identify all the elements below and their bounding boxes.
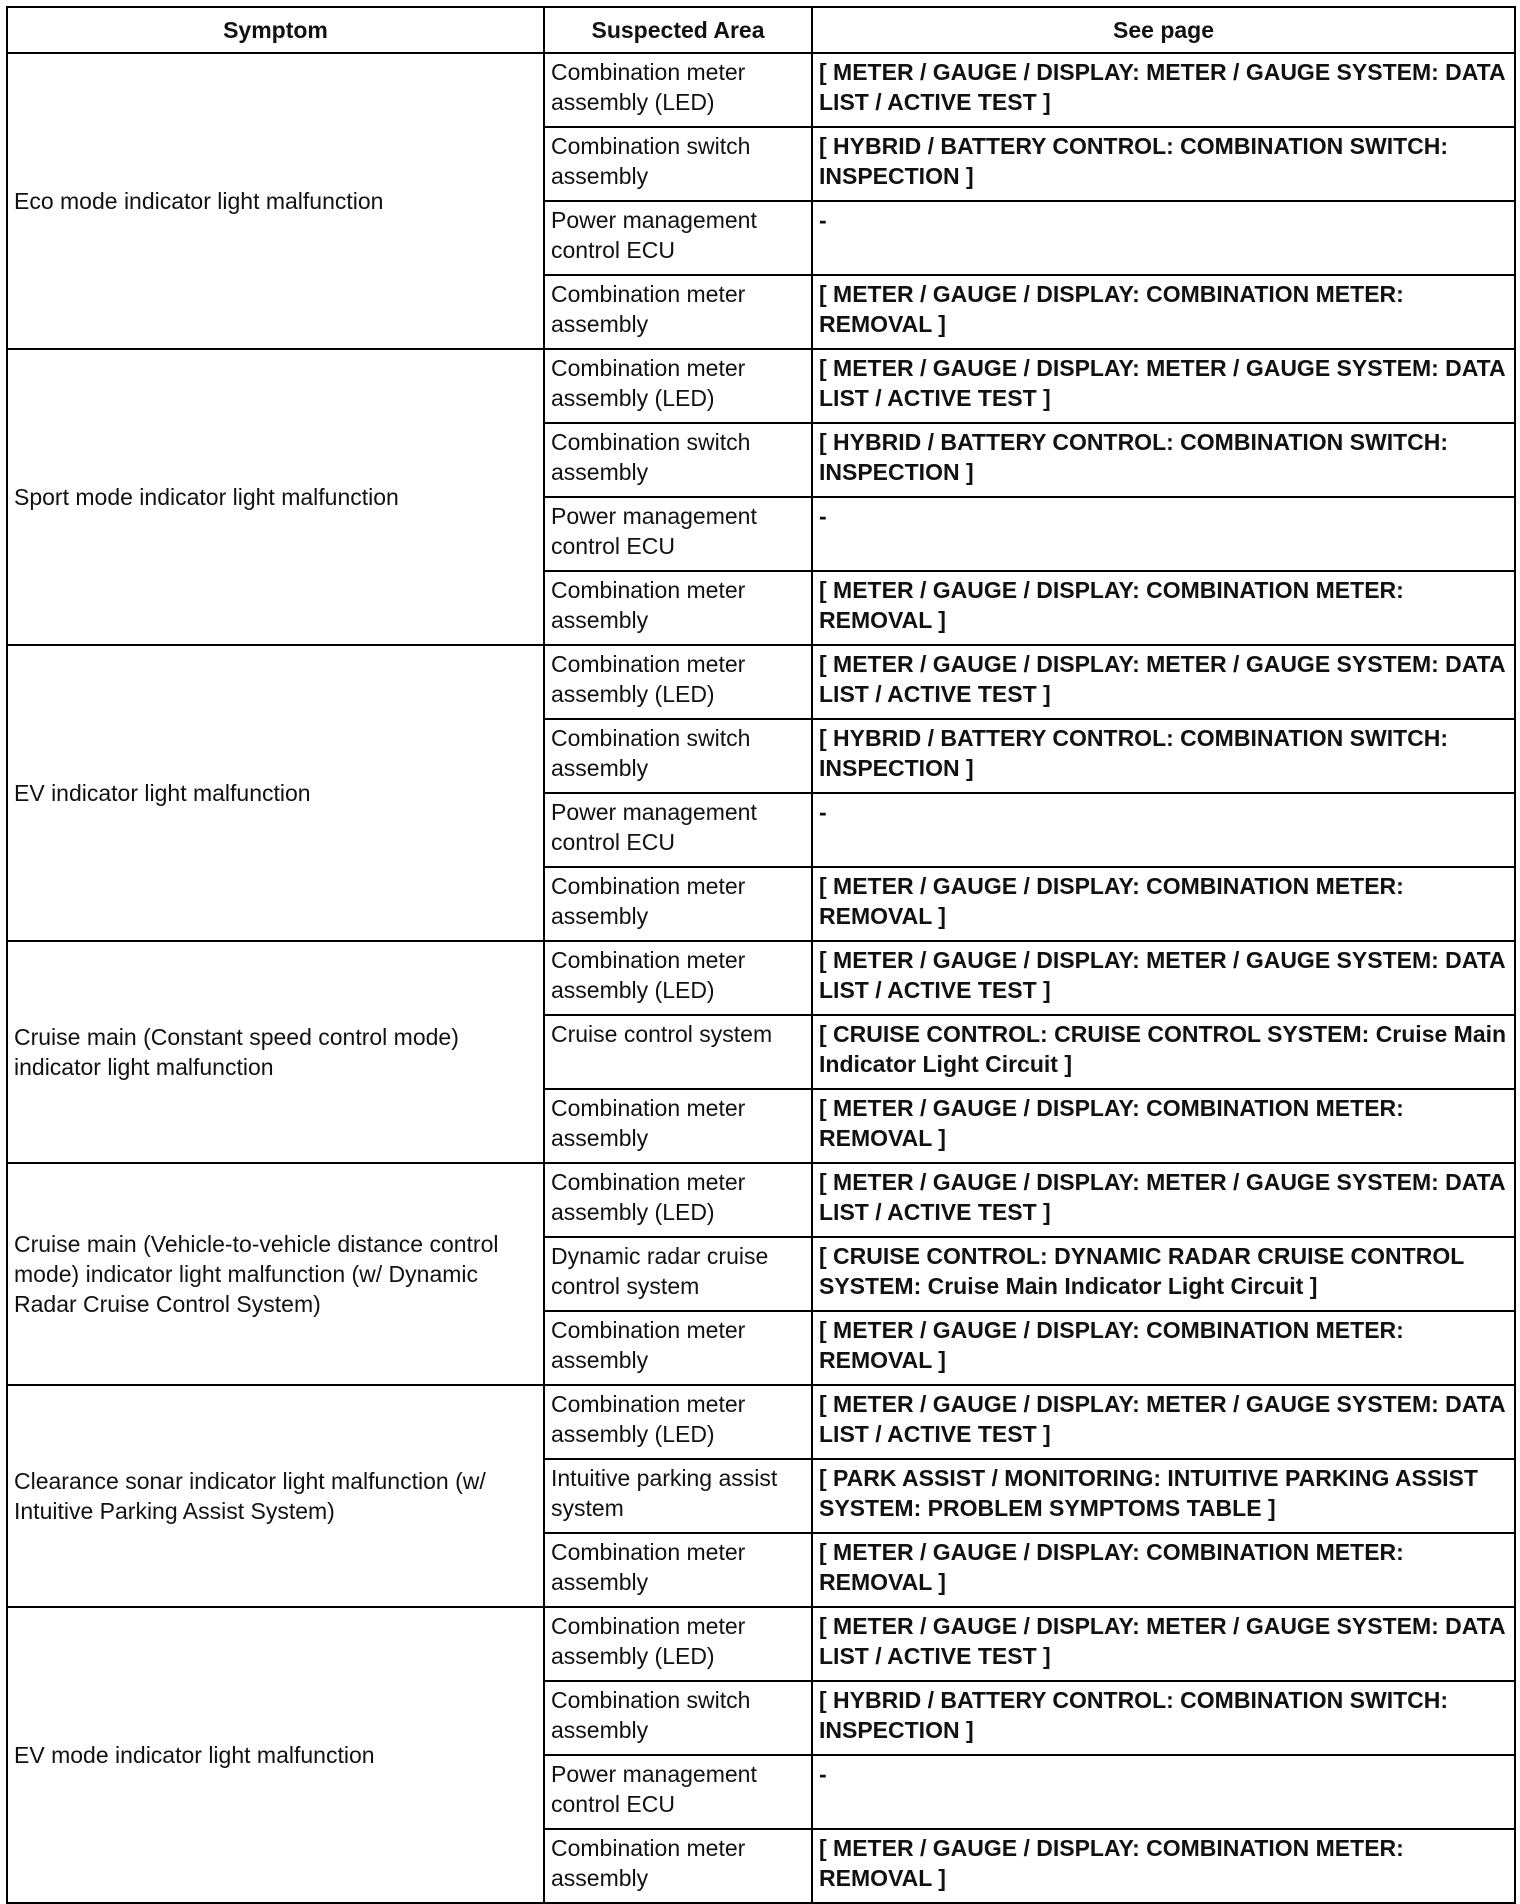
see-page-cell: - bbox=[812, 497, 1515, 571]
header-symptom: Symptom bbox=[7, 7, 544, 53]
table-row bbox=[7, 645, 1515, 719]
symptom-cell: EV mode indicator light malfunction bbox=[7, 1607, 544, 1903]
see-page-cell: [ METER / GAUGE / DISPLAY: COMBINATION METER: REMOVAL ] bbox=[812, 275, 1515, 349]
header-row bbox=[7, 7, 1515, 53]
suspected-area-cell: Dynamic radar cruise control system bbox=[544, 1237, 812, 1311]
suspected-area-cell: Combination meter assembly bbox=[544, 571, 812, 645]
suspected-area-cell: Power management control ECU bbox=[544, 201, 812, 275]
table-row bbox=[7, 349, 1515, 423]
suspected-area-cell: Combination meter assembly bbox=[544, 1311, 812, 1385]
table-row bbox=[7, 1163, 1515, 1237]
symptom-cell: Cruise main (Constant speed control mode) indicator light malfunction bbox=[7, 941, 544, 1163]
see-page-cell: [ METER / GAUGE / DISPLAY: COMBINATION METER: REMOVAL ] bbox=[812, 1311, 1515, 1385]
suspected-area-cell: Power management control ECU bbox=[544, 497, 812, 571]
suspected-area-cell: Combination switch assembly bbox=[544, 423, 812, 497]
symptom-cell: Eco mode indicator light malfunction bbox=[7, 53, 544, 349]
suspected-area-cell: Intuitive parking assist system bbox=[544, 1459, 812, 1533]
suspected-area-cell: Combination switch assembly bbox=[544, 127, 812, 201]
suspected-area-cell: Combination meter assembly (LED) bbox=[544, 1385, 812, 1459]
problem-symptoms-table bbox=[6, 6, 1516, 1904]
see-page-cell: [ METER / GAUGE / DISPLAY: COMBINATION METER: REMOVAL ] bbox=[812, 1533, 1515, 1607]
symptom-cell: Clearance sonar indicator light malfunction (w/ Intuitive Parking Assist System) bbox=[7, 1385, 544, 1607]
suspected-area-cell: Combination meter assembly (LED) bbox=[544, 1607, 812, 1681]
see-page-cell: [ METER / GAUGE / DISPLAY: COMBINATION METER: REMOVAL ] bbox=[812, 867, 1515, 941]
table-row bbox=[7, 53, 1515, 127]
symptom-cell: EV indicator light malfunction bbox=[7, 645, 544, 941]
see-page-cell: - bbox=[812, 201, 1515, 275]
header-see-page: See page bbox=[812, 7, 1515, 53]
suspected-area-cell: Cruise control system bbox=[544, 1015, 812, 1089]
symptom-cell: Cruise main (Vehicle-to-vehicle distance control mode) indicator light malfunction (w/ Dynamic Radar Cruise Control System) bbox=[7, 1163, 544, 1385]
see-page-cell: [ METER / GAUGE / DISPLAY: METER / GAUGE SYSTEM: DATA LIST / ACTIVE TEST ] bbox=[812, 53, 1515, 127]
see-page-cell: [ HYBRID / BATTERY CONTROL: COMBINATION SWITCH: INSPECTION ] bbox=[812, 127, 1515, 201]
table-body bbox=[7, 53, 1515, 1903]
suspected-area-cell: Combination meter assembly (LED) bbox=[544, 53, 812, 127]
table-row bbox=[7, 1607, 1515, 1681]
symptom-cell: Sport mode indicator light malfunction bbox=[7, 349, 544, 645]
see-page-cell: - bbox=[812, 793, 1515, 867]
table-row bbox=[7, 1385, 1515, 1459]
table-row bbox=[7, 941, 1515, 1015]
suspected-area-cell: Power management control ECU bbox=[544, 1755, 812, 1829]
see-page-cell: [ METER / GAUGE / DISPLAY: METER / GAUGE SYSTEM: DATA LIST / ACTIVE TEST ] bbox=[812, 349, 1515, 423]
see-page-cell: [ METER / GAUGE / DISPLAY: METER / GAUGE SYSTEM: DATA LIST / ACTIVE TEST ] bbox=[812, 1607, 1515, 1681]
suspected-area-cell: Combination meter assembly (LED) bbox=[544, 349, 812, 423]
header-suspected-area: Suspected Area bbox=[544, 7, 812, 53]
suspected-area-cell: Combination meter assembly bbox=[544, 867, 812, 941]
see-page-cell: [ HYBRID / BATTERY CONTROL: COMBINATION SWITCH: INSPECTION ] bbox=[812, 719, 1515, 793]
see-page-cell: [ PARK ASSIST / MONITORING: INTUITIVE PARKING ASSIST SYSTEM: PROBLEM SYMPTOMS TABLE ] bbox=[812, 1459, 1515, 1533]
suspected-area-cell: Combination meter assembly (LED) bbox=[544, 941, 812, 1015]
see-page-cell: [ METER / GAUGE / DISPLAY: METER / GAUGE SYSTEM: DATA LIST / ACTIVE TEST ] bbox=[812, 941, 1515, 1015]
suspected-area-cell: Combination meter assembly bbox=[544, 1533, 812, 1607]
see-page-cell: [ METER / GAUGE / DISPLAY: COMBINATION METER: REMOVAL ] bbox=[812, 571, 1515, 645]
see-page-cell: [ METER / GAUGE / DISPLAY: METER / GAUGE SYSTEM: DATA LIST / ACTIVE TEST ] bbox=[812, 645, 1515, 719]
suspected-area-cell: Power management control ECU bbox=[544, 793, 812, 867]
suspected-area-cell: Combination meter assembly (LED) bbox=[544, 645, 812, 719]
suspected-area-cell: Combination switch assembly bbox=[544, 1681, 812, 1755]
see-page-cell: [ METER / GAUGE / DISPLAY: COMBINATION METER: REMOVAL ] bbox=[812, 1089, 1515, 1163]
symptom-table-container bbox=[6, 6, 1516, 1904]
see-page-cell: [ HYBRID / BATTERY CONTROL: COMBINATION SWITCH: INSPECTION ] bbox=[812, 1681, 1515, 1755]
see-page-cell: [ METER / GAUGE / DISPLAY: METER / GAUGE SYSTEM: DATA LIST / ACTIVE TEST ] bbox=[812, 1163, 1515, 1237]
suspected-area-cell: Combination meter assembly bbox=[544, 1089, 812, 1163]
see-page-cell: [ CRUISE CONTROL: CRUISE CONTROL SYSTEM: Cruise Main Indicator Light Circuit ] bbox=[812, 1015, 1515, 1089]
suspected-area-cell: Combination meter assembly (LED) bbox=[544, 1163, 812, 1237]
see-page-cell: [ CRUISE CONTROL: DYNAMIC RADAR CRUISE CONTROL SYSTEM: Cruise Main Indicator Light Circuit ] bbox=[812, 1237, 1515, 1311]
see-page-cell: [ METER / GAUGE / DISPLAY: METER / GAUGE SYSTEM: DATA LIST / ACTIVE TEST ] bbox=[812, 1385, 1515, 1459]
suspected-area-cell: Combination meter assembly bbox=[544, 1829, 812, 1903]
see-page-cell: [ METER / GAUGE / DISPLAY: COMBINATION METER: REMOVAL ] bbox=[812, 1829, 1515, 1903]
see-page-cell: - bbox=[812, 1755, 1515, 1829]
suspected-area-cell: Combination switch assembly bbox=[544, 719, 812, 793]
see-page-cell: [ HYBRID / BATTERY CONTROL: COMBINATION SWITCH: INSPECTION ] bbox=[812, 423, 1515, 497]
suspected-area-cell: Combination meter assembly bbox=[544, 275, 812, 349]
